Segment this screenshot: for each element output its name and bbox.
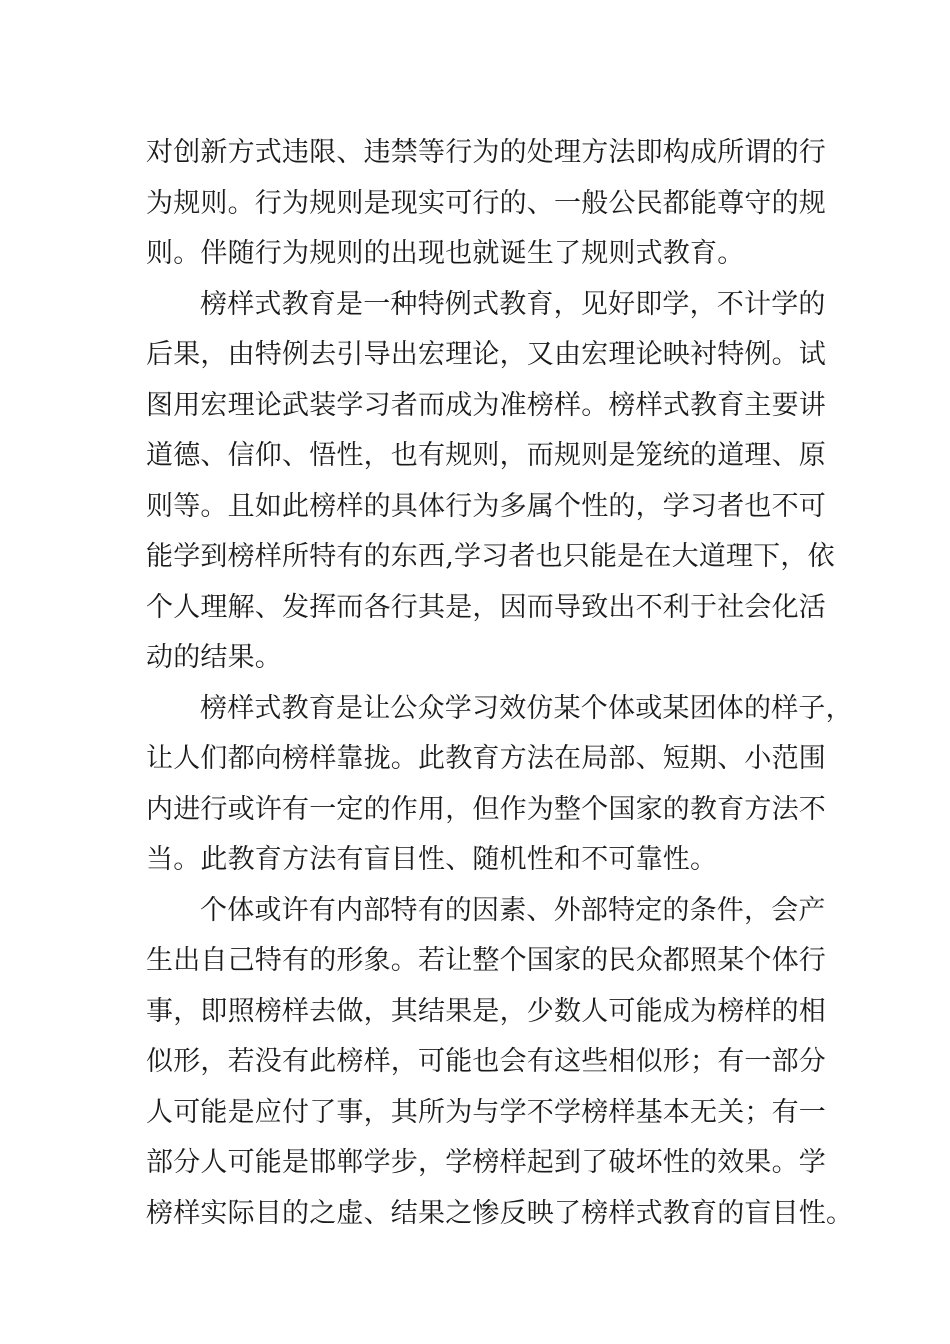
text-line: 则等。且如此榜样的具体行为多属个性的，学习者也不可	[146, 490, 826, 522]
text-line: 生出自己特有的形象。若让整个国家的民众都照某个体行	[146, 945, 826, 976]
text-line: 内进行或许有一定的作用，但作为整个国家的教育方法不	[146, 793, 826, 825]
document-body	[146, 128, 854, 1239]
text-line: 后果，由特例去引导出宏理论，又由宏理论映衬特例。试	[146, 339, 826, 370]
text-line: 部分人可能是邯郸学步，学榜样起到了破坏性的效果。学	[146, 1147, 826, 1178]
text-line: 个人理解、发挥而各行其是，因而导致出不利于社会化活	[146, 591, 826, 623]
text-line: 事，即照榜样去做，其结果是，少数人可能成为榜样的相	[146, 995, 826, 1027]
paragraph-4	[146, 886, 854, 1240]
text-line: 道德、信仰、悟性，也有规则，而规则是笼统的道理、原	[146, 440, 826, 471]
text-line: 动的结果。	[146, 642, 282, 673]
text-line: 榜样式教育是一种特例式教育，见好即学，不计学的	[200, 288, 826, 320]
paragraph-2	[146, 280, 835, 684]
text-line: 当。此教育方法有盲目性、随机性和不可靠性。	[146, 844, 718, 875]
text-line: 能学到榜样所特有的东西,学习者也只能是在大道理下，依	[146, 541, 835, 572]
text-line: 个体或许有内部特有的因素、外部特定的条件，会产	[200, 894, 826, 926]
paragraph-3	[146, 684, 853, 886]
text-line: 图用宏理论武装学习者而成为准榜样。榜样式教育主要讲	[146, 389, 826, 421]
text-line: 则。伴随行为规则的出现也就诞生了规则式教育。	[146, 238, 745, 269]
text-line: 似形，若没有此榜样，可能也会有这些相似形；有一部分	[146, 1046, 826, 1077]
text-line: 人可能是应付了事，其所为与学不学榜样基本无关；有一	[146, 1096, 826, 1128]
text-line: 为规则。行为规则是现实可行的、一般公民都能尊守的规	[146, 187, 826, 219]
paragraph-1	[146, 128, 826, 280]
text-line: 榜样实际目的之虚、结果之惨反映了榜样式教育的盲目性。	[146, 1197, 854, 1229]
text-line: 让人们都向榜样靠拢。此教育方法在局部、短期、小范围	[146, 743, 826, 774]
text-line: 榜样式教育是让公众学习效仿某个体或某团体的样子，	[200, 692, 853, 724]
text-line: 对创新方式违限、违禁等行为的处理方法即构成所谓的行	[146, 137, 826, 168]
